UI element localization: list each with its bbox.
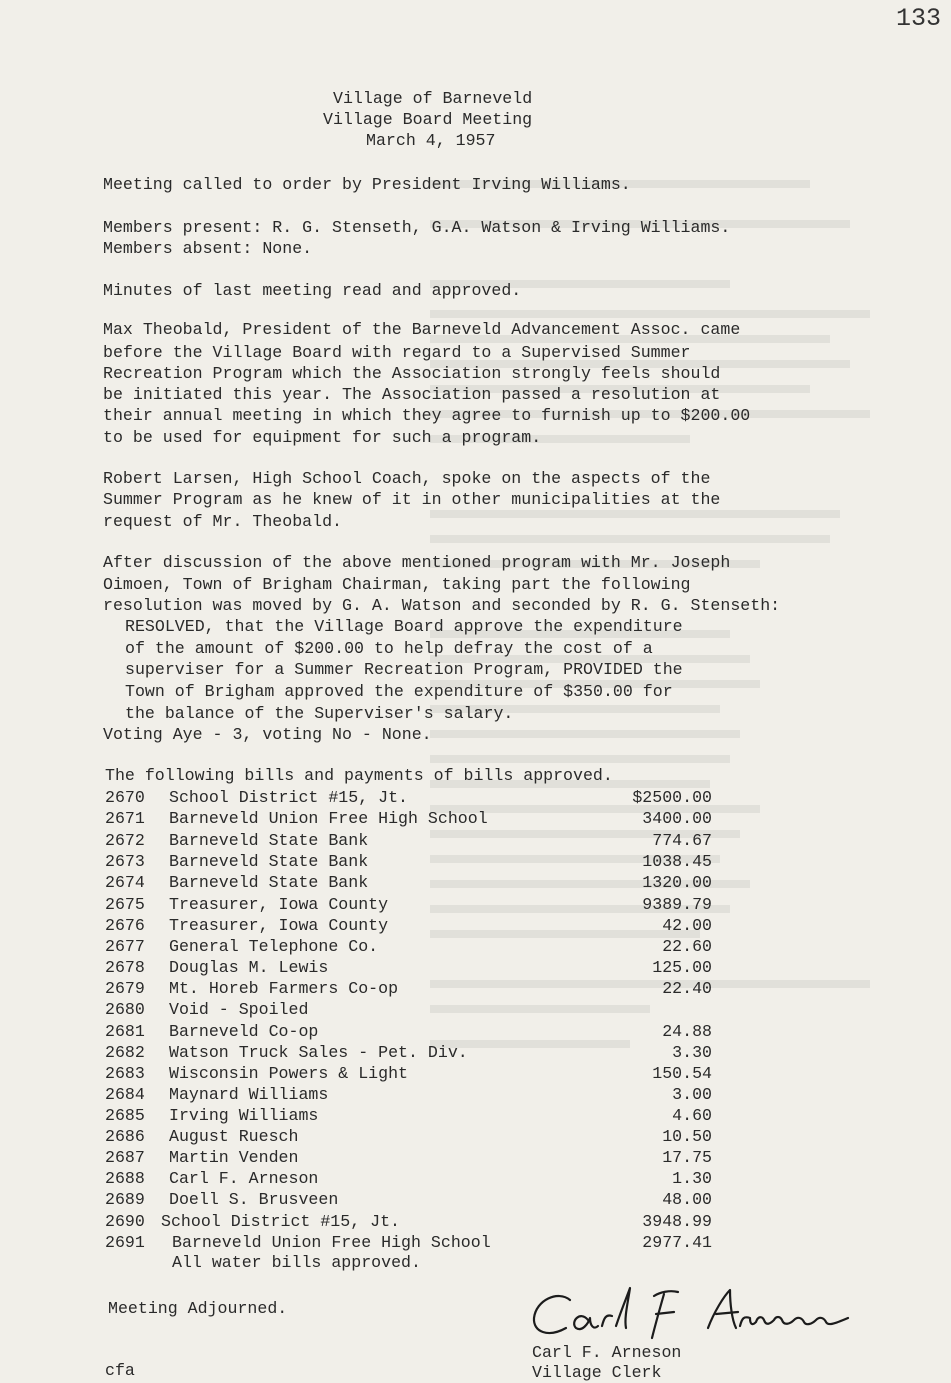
members-present: Members present: R. G. Stenseth, G.A. Watson & Irving Williams. (103, 218, 731, 237)
bill-payee: Barneveld State Bank (169, 831, 369, 850)
discussion-line: Oimoen, Town of Brigham Chairman, taking part the following (103, 575, 691, 594)
bill-amount: 42.00 (662, 916, 712, 935)
theobald-line: Max Theobald, President of the Barneveld Advancement Assoc. came (103, 320, 741, 339)
bill-row (105, 1211, 712, 1232)
bill-row (105, 808, 712, 829)
bill-row (105, 894, 712, 915)
theobald-line: their annual meeting in which they agree to furnish up to $200.00 (103, 406, 751, 425)
minutes-approved: Minutes of last meeting read and approved. (103, 281, 522, 300)
bill-row (105, 1189, 712, 1210)
bill-payee: Barneveld Union Free High School (169, 809, 488, 828)
bill-amount: 1038.45 (642, 852, 712, 871)
bill-number: 2680 (105, 1000, 145, 1019)
bill-amount: 150.54 (652, 1064, 712, 1083)
bill-payee: General Telephone Co. (169, 937, 379, 956)
initials: cfa (105, 1361, 135, 1380)
bill-number: 2686 (105, 1127, 145, 1146)
bill-payee: Carl F. Arneson (169, 1169, 319, 1188)
bill-payee: Barneveld Union Free High School (172, 1233, 491, 1252)
bill-payee: School District #15, Jt. (161, 1212, 400, 1231)
bill-amount: 1320.00 (642, 873, 712, 892)
bill-amount: 22.60 (662, 937, 712, 956)
theobald-line: Recreation Program which the Association strongly feels should (103, 364, 721, 383)
bill-payee: Barneveld Co-op (169, 1022, 319, 1041)
members-absent: Members absent: None. (103, 239, 313, 258)
bill-amount: 2977.41 (642, 1233, 712, 1252)
header-village: Village of Barneveld (333, 89, 533, 108)
called-to-order: Meeting called to order by President Irving Williams. (103, 175, 631, 194)
meeting-adjourned: Meeting Adjourned. (108, 1299, 288, 1318)
page-number: 133 (896, 4, 942, 33)
bill-payee: Irving Williams (169, 1106, 319, 1125)
bill-amount: 17.75 (662, 1148, 712, 1167)
bill-row (105, 1168, 712, 1189)
bill-row (105, 999, 712, 1020)
bill-number: 2690 (105, 1212, 145, 1231)
resolution-line: RESOLVED, that the Village Board approve the expenditure (125, 617, 683, 636)
bill-payee: School District #15, Jt. (169, 788, 408, 807)
larsen-line: request of Mr. Theobald. (103, 512, 342, 531)
clerk-name: Carl F. Arneson (532, 1343, 682, 1362)
bill-number: 2683 (105, 1064, 145, 1083)
larsen-line: Summer Program as he knew of it in other municipalities at the (103, 490, 721, 509)
bill-row (105, 1084, 712, 1105)
theobald-line: be initiated this year. The Association passed a resolution at (103, 385, 721, 404)
bill-number: 2672 (105, 831, 145, 850)
bill-row (105, 1147, 712, 1168)
bill-number: 2691 (105, 1233, 145, 1252)
larsen-line: Robert Larsen, High School Coach, spoke on the aspects of the (103, 469, 711, 488)
bill-number: 2688 (105, 1169, 145, 1188)
bill-number: 2684 (105, 1085, 145, 1104)
bill-amount: $2500.00 (632, 788, 712, 807)
bill-amount: 3400.00 (642, 809, 712, 828)
clerk-title: Village Clerk (532, 1363, 662, 1382)
discussion-line: After discussion of the above mentioned program with Mr. Joseph (103, 553, 731, 572)
theobald-line: to be used for equipment for such a program. (103, 428, 542, 447)
bill-amount: 24.88 (662, 1022, 712, 1041)
bill-number: 2675 (105, 895, 145, 914)
bill-row (105, 1232, 712, 1253)
bill-number: 2674 (105, 873, 145, 892)
voting-result: Voting Aye - 3, voting No - None. (103, 725, 432, 744)
water-bills-approved: All water bills approved. (172, 1253, 421, 1272)
bill-row (105, 1042, 712, 1063)
bill-row (105, 851, 712, 872)
bill-payee: Douglas M. Lewis (169, 958, 329, 977)
resolution-line: the balance of the Superviser's salary. (125, 704, 514, 723)
bill-amount: 3.00 (672, 1085, 712, 1104)
bill-amount: 9389.79 (642, 895, 712, 914)
bill-row (105, 936, 712, 957)
header-date: March 4, 1957 (366, 131, 496, 150)
bill-amount: 1.30 (672, 1169, 712, 1188)
bill-payee: Treasurer, Iowa County (169, 895, 389, 914)
bill-amount: 4.60 (672, 1106, 712, 1125)
bill-row (105, 872, 712, 893)
bill-amount: 10.50 (662, 1127, 712, 1146)
bill-payee: Barneveld State Bank (169, 873, 369, 892)
bill-amount: 3.30 (672, 1043, 712, 1062)
bill-number: 2676 (105, 916, 145, 935)
bill-row (105, 1105, 712, 1126)
bill-row (105, 1021, 712, 1042)
bill-number: 2679 (105, 979, 145, 998)
bill-payee: Martin Venden (169, 1148, 299, 1167)
bill-number: 2673 (105, 852, 145, 871)
bill-amount: 125.00 (652, 958, 712, 977)
bill-payee: Barneveld State Bank (169, 852, 369, 871)
resolution-line: of the amount of $200.00 to help defray the cost of a (125, 639, 653, 658)
header-meeting: Village Board Meeting (323, 110, 533, 129)
bill-number: 2685 (105, 1106, 145, 1125)
bills-intro: The following bills and payments of bills approved. (105, 766, 613, 785)
resolution-line: superviser for a Summer Recreation Program, PROVIDED the (125, 660, 683, 679)
bill-number: 2678 (105, 958, 145, 977)
discussion-line: resolution was moved by G. A. Watson and seconded by R. G. Stenseth: (103, 596, 781, 615)
bill-payee: Watson Truck Sales - Pet. Div. (169, 1043, 468, 1062)
bill-number: 2670 (105, 788, 145, 807)
bill-amount: 3948.99 (642, 1212, 712, 1231)
bill-number: 2677 (105, 937, 145, 956)
bill-number: 2687 (105, 1148, 145, 1167)
bill-payee: Doell S. Brusveen (169, 1190, 339, 1209)
resolution-line: Town of Brigham approved the expenditure of $350.00 for (125, 682, 673, 701)
bill-number: 2681 (105, 1022, 145, 1041)
bill-number: 2682 (105, 1043, 145, 1062)
bill-amount: 22.40 (662, 979, 712, 998)
bill-payee: August Ruesch (169, 1127, 299, 1146)
bill-payee: Void - Spoiled (169, 1000, 309, 1019)
bill-number: 2671 (105, 809, 145, 828)
bill-row (105, 1126, 712, 1147)
bill-row (105, 1063, 712, 1084)
bill-row (105, 978, 712, 999)
bill-row (105, 787, 712, 808)
theobald-line: before the Village Board with regard to a Supervised Summer (103, 343, 691, 362)
bill-row (105, 830, 712, 851)
bill-amount: 774.67 (652, 831, 712, 850)
bill-payee: Treasurer, Iowa County (169, 916, 389, 935)
bill-amount: 48.00 (662, 1190, 712, 1209)
bill-row (105, 915, 712, 936)
bill-payee: Mt. Horeb Farmers Co-op (169, 979, 399, 998)
bill-payee: Wisconsin Powers & Light (169, 1064, 408, 1083)
bill-number: 2689 (105, 1190, 145, 1209)
bill-payee: Maynard Williams (169, 1085, 329, 1104)
bill-row (105, 957, 712, 978)
